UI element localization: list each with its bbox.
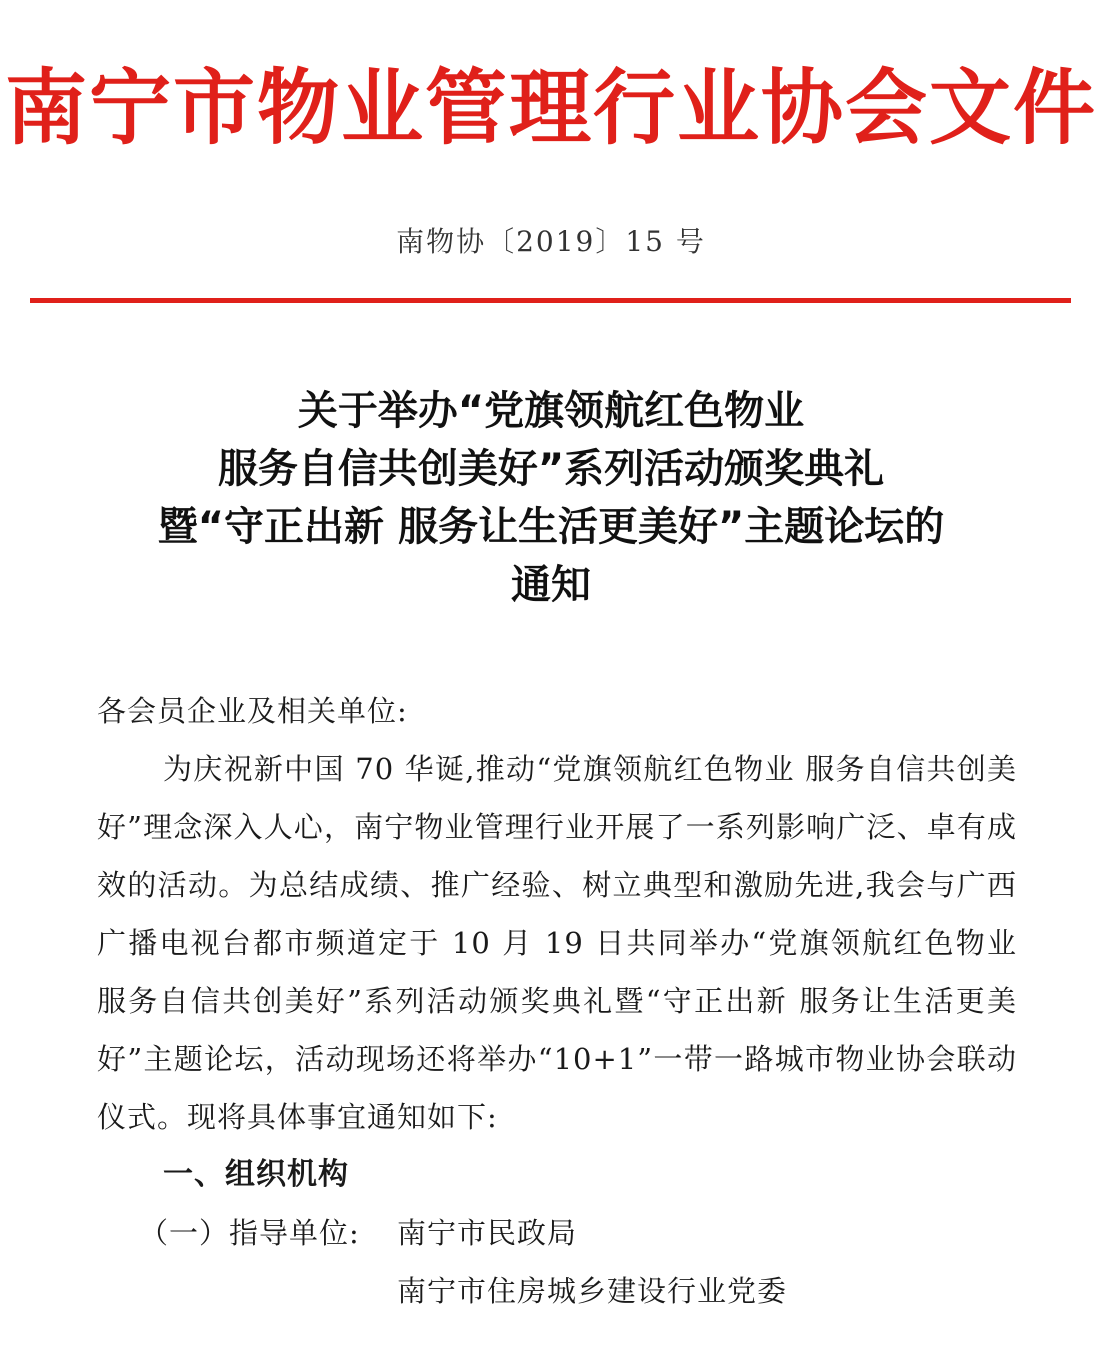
red-divider-line (30, 298, 1071, 303)
notice-title-line: 服务自信共创美好”系列活动颁奖典礼 (217, 446, 885, 492)
notice-title (0, 382, 1102, 614)
guidance-unit-value: 南宁市住房城乡建设行业党委 (397, 1274, 788, 1308)
notice-title-line: 暨“守正出新 服务让生活更美好”主题论坛的 (157, 504, 945, 550)
notice-body (97, 682, 1017, 1320)
notice-title-line: 关于举办“党旗领航红色物业 (297, 388, 805, 434)
guidance-unit-row (97, 1204, 1017, 1262)
document-header-title: 南宁市物业管理行业协会文件 (4, 60, 1097, 156)
intro-paragraph: 为庆祝新中国 70 华诞,推动“党旗领航红色物业 服务自信共创美好”理念深入人心，南宁物业管理行业开展了一系列影响广泛、卓有成效的活动。为总结成绩、推广经验、树立典型和激励先进,我会与广西广播电视台都市频道定于 10 月 19 日共同举办“党旗领航红色物业 服务自信共创美好”系列活动颁奖典礼暨“守正出新 服务让生活更美好”主题论坛，活动现场还将举办“10+1”一带一路城市物业协会联动仪式。现将具体事宜通知如下: (97, 752, 1017, 1134)
guidance-unit-row (97, 1262, 1017, 1320)
salutation: 各会员企业及相关单位: (97, 694, 408, 728)
notice-title-line: 通知 (511, 562, 591, 608)
guidance-unit-value: 南宁市民政局 (397, 1216, 578, 1250)
guidance-unit-label: （一）指导单位: (139, 1216, 360, 1250)
section-heading-organization: 一、组织机构 (163, 1157, 349, 1192)
document-number: 南物协〔2019〕15 号 (396, 225, 706, 258)
